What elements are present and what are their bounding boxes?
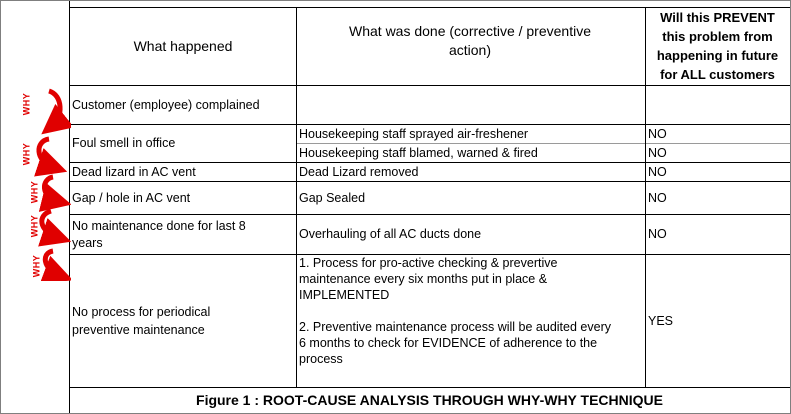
action-cell: Housekeeping staff blamed, warned & fired [299, 145, 538, 160]
why-arrow-icon [45, 251, 59, 275]
action-cell: Housekeeping staff sprayed air-freshener [299, 126, 529, 141]
why-label: WHY [29, 180, 40, 204]
why-label: WHY [21, 142, 32, 166]
why-label: WHY [21, 92, 32, 116]
action-cell: Dead Lizard removed [299, 164, 419, 179]
why-label: WHY [31, 254, 42, 278]
action-cell: Gap Sealed [299, 190, 366, 205]
prevent-cell: YES [648, 313, 674, 328]
why-arrow-icon [49, 91, 60, 125]
happened-cell: Customer (employee) complained [72, 97, 260, 112]
why-arrow-icon [39, 139, 53, 167]
prevent-cell: NO [648, 190, 667, 205]
happened-cell: Dead lizard in AC vent [72, 164, 196, 179]
figure-caption: Figure 1 : ROOT-CAUSE ANALYSIS THROUGH WHY-WHY TECHNIQUE [196, 392, 663, 408]
header-will-prevent: Will this PREVENT this problem from happening in future for ALL customers [656, 10, 779, 82]
why-label: WHY [29, 214, 40, 238]
prevent-cell: NO [648, 227, 667, 241]
action-item: 1. Process for pro-active checking & prevertive maintenance every six months put in place & IMPLEMENTED [299, 256, 558, 302]
happened-cell: Gap / hole in AC vent [72, 190, 191, 205]
header-what-was-done: What was done (corrective / preventive action) [349, 23, 591, 58]
happened-cell: Foul smell in office [72, 136, 176, 150]
table-bottom-rule [70, 387, 790, 388]
header-what-happened: What happened [133, 38, 233, 54]
why-arrow-icon [44, 177, 57, 201]
why-arrow-icon [42, 211, 57, 237]
happened-cell: No maintenance done for last 8 years [72, 218, 246, 250]
action-cell: Overhauling of all AC ducts done [299, 227, 482, 241]
prevent-cell: NO [648, 164, 667, 179]
table-top-rule [70, 7, 790, 8]
action-item: 2. Preventive maintenance process will be audited every 6 months to check for EVIDENCE of adherence to the process [299, 320, 611, 366]
happened-cell: No process for periodical preventive maintenance [72, 305, 211, 337]
prevent-cell: NO [648, 145, 667, 160]
prevent-cell: NO [648, 126, 667, 141]
action-cell [297, 255, 645, 387]
